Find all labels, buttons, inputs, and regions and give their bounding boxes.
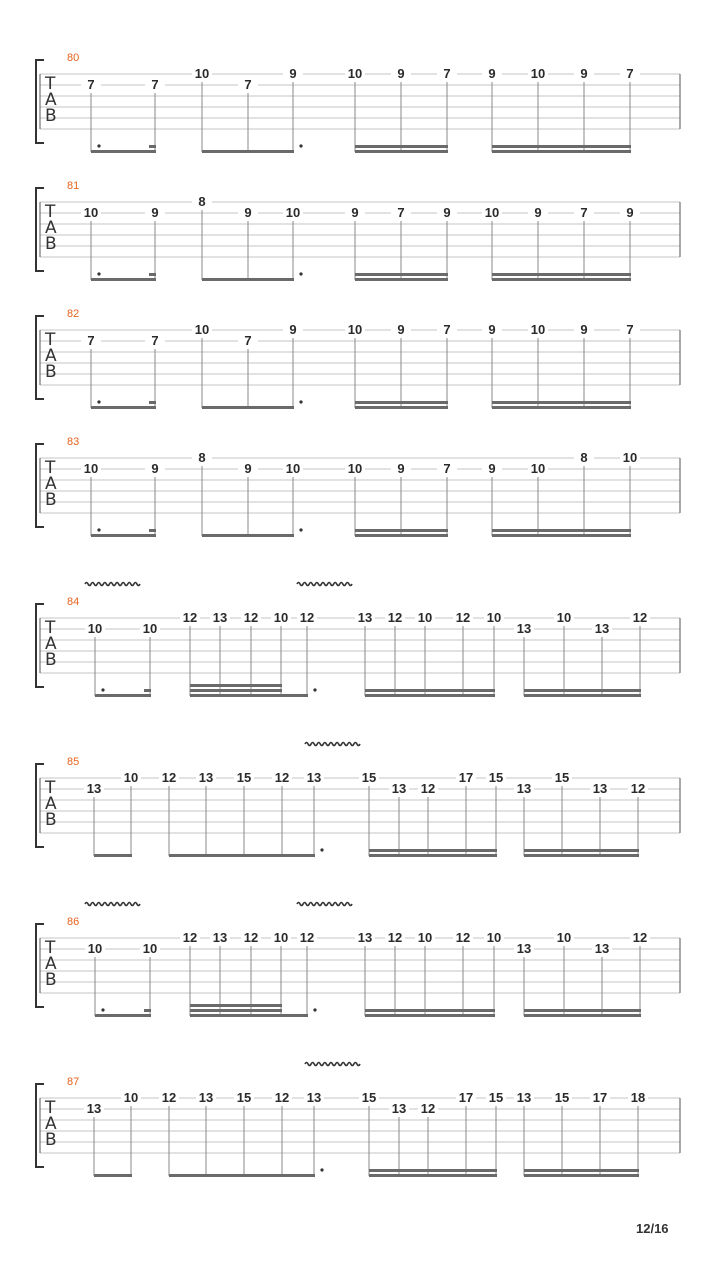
fret-number: 12: [182, 930, 198, 945]
fret-number: 12: [161, 770, 177, 785]
beam: [524, 1014, 641, 1017]
beam: [524, 694, 641, 697]
beam-secondary: [492, 529, 631, 532]
fret-number: 10: [87, 621, 103, 636]
tab-clef-letter: T: [45, 74, 56, 94]
fret-number: 10: [530, 322, 546, 337]
fret-number: 15: [554, 1090, 570, 1105]
tab-clef-letter: B: [45, 810, 57, 830]
fret-number: 7: [87, 333, 95, 348]
rhythm-dot: [313, 1008, 316, 1011]
beam-hook: [149, 529, 156, 532]
rhythm-dot: [320, 1168, 323, 1171]
fret-number: 8: [198, 450, 206, 465]
fret-number: 12: [420, 781, 436, 796]
fret-number: 7: [443, 461, 451, 476]
fret-number: 12: [630, 781, 646, 796]
fret-number: 7: [151, 77, 159, 92]
fret-number: 15: [236, 770, 252, 785]
fret-number: 13: [212, 930, 228, 945]
vibrato-mark: [85, 583, 140, 586]
fret-number: 12: [243, 930, 259, 945]
beam-partial: [466, 849, 497, 852]
beam: [94, 1174, 132, 1177]
fret-number: 13: [516, 621, 532, 636]
fret-number: 9: [488, 322, 496, 337]
fret-number: 10: [285, 461, 301, 476]
fret-number: 12: [274, 1090, 290, 1105]
tab-clef-letter: A: [45, 634, 57, 654]
fret-number: 12: [161, 1090, 177, 1105]
fret-number: 15: [236, 1090, 252, 1105]
beam-hook: [149, 273, 156, 276]
rhythm-dot: [101, 1008, 104, 1011]
fret-number: 9: [488, 66, 496, 81]
fret-number: 10: [123, 770, 139, 785]
fret-number: 10: [285, 205, 301, 220]
fret-number: 13: [357, 930, 373, 945]
fret-number: 13: [306, 770, 322, 785]
fret-number: 9: [351, 205, 359, 220]
beam: [492, 278, 631, 281]
beam: [492, 406, 631, 409]
fret-number: 9: [397, 66, 405, 81]
fret-number: 9: [151, 205, 159, 220]
beam: [369, 1174, 497, 1177]
fret-number: 17: [458, 1090, 474, 1105]
rhythm-dot: [299, 144, 302, 147]
beam: [202, 406, 294, 409]
beam-partial: [190, 689, 282, 692]
fret-number: 12: [243, 610, 259, 625]
fret-number: 7: [580, 205, 588, 220]
fret-number: 18: [630, 1090, 646, 1105]
tab-clef-letter: T: [45, 618, 56, 638]
tab-clef-letter: A: [45, 794, 57, 814]
beam-partial: [365, 1009, 396, 1012]
fret-number: 12: [455, 610, 471, 625]
fret-number: 10: [83, 205, 99, 220]
beam-partial: [466, 1169, 497, 1172]
beam-hook: [144, 689, 151, 692]
beam: [190, 1014, 308, 1017]
fret-number: 13: [594, 621, 610, 636]
vibrato-mark: [305, 1063, 360, 1066]
vibrato-mark: [305, 743, 360, 746]
fret-number: 12: [420, 1101, 436, 1116]
rhythm-dot: [320, 848, 323, 851]
beam: [492, 150, 631, 153]
beam-tertiary: [190, 1004, 282, 1007]
rhythm-dot: [97, 144, 100, 147]
tab-clef-letter: B: [45, 490, 57, 510]
beam-secondary: [355, 273, 448, 276]
fret-number: 10: [417, 610, 433, 625]
beam-partial: [190, 1009, 282, 1012]
beam-hook: [149, 145, 156, 148]
fret-number: 17: [592, 1090, 608, 1105]
fret-number: 9: [289, 322, 297, 337]
vibrato-mark: [297, 903, 352, 906]
fret-number: 10: [347, 322, 363, 337]
fret-number: 9: [244, 461, 252, 476]
rhythm-dot: [313, 688, 316, 691]
fret-number: 10: [486, 930, 502, 945]
beam: [91, 534, 156, 537]
beam-secondary: [524, 689, 641, 692]
fret-number: 13: [516, 1090, 532, 1105]
fret-number: 10: [556, 930, 572, 945]
fret-number: 10: [273, 610, 289, 625]
fret-number: 13: [198, 770, 214, 785]
fret-number: 10: [484, 205, 500, 220]
beam-hook: [149, 401, 156, 404]
tab-clef-letter: B: [45, 362, 57, 382]
fret-number: 15: [361, 770, 377, 785]
fret-number: 12: [299, 610, 315, 625]
fret-number: 10: [142, 621, 158, 636]
fret-number: 10: [194, 66, 210, 81]
fret-number: 9: [244, 205, 252, 220]
fret-number: 10: [486, 610, 502, 625]
fret-number: 17: [458, 770, 474, 785]
fret-number: 8: [198, 194, 206, 209]
measure-number: 81: [67, 180, 80, 192]
rhythm-dot: [97, 272, 100, 275]
tab-clef-letter: B: [45, 106, 57, 126]
rhythm-dot: [101, 688, 104, 691]
fret-number: 12: [299, 930, 315, 945]
tab-clef-letter: A: [45, 346, 57, 366]
fret-number: 10: [530, 66, 546, 81]
fret-number: 10: [530, 461, 546, 476]
beam: [365, 694, 495, 697]
beam-partial: [369, 1169, 400, 1172]
fret-number: 15: [488, 1090, 504, 1105]
beam-partial: [463, 1009, 495, 1012]
beam: [365, 1014, 495, 1017]
beam: [355, 278, 448, 281]
fret-number: 12: [455, 930, 471, 945]
beam: [355, 534, 448, 537]
fret-number: 7: [244, 333, 252, 348]
tab-clef-letter: T: [45, 938, 56, 958]
tab-clef-letter: T: [45, 458, 56, 478]
beam-partial: [365, 689, 396, 692]
tab-clef-letter: B: [45, 970, 57, 990]
fret-number: 7: [626, 322, 634, 337]
vibrato-mark: [85, 903, 140, 906]
rhythm-dot: [299, 272, 302, 275]
beam: [202, 150, 294, 153]
beam-secondary: [355, 529, 448, 532]
beam: [91, 278, 156, 281]
tab-clef-letter: A: [45, 954, 57, 974]
fret-number: 9: [626, 205, 634, 220]
fret-number: 12: [274, 770, 290, 785]
rhythm-dot: [97, 528, 100, 531]
fret-number: 7: [151, 333, 159, 348]
fret-number: 13: [391, 1101, 407, 1116]
fret-number: 9: [397, 461, 405, 476]
beam-secondary: [355, 401, 448, 404]
fret-number: 10: [87, 941, 103, 956]
beam-secondary: [492, 145, 631, 148]
fret-number: 10: [123, 1090, 139, 1105]
beam-partial: [369, 849, 400, 852]
fret-number: 13: [212, 610, 228, 625]
page-number: 12/16: [636, 1221, 669, 1236]
fret-number: 13: [594, 941, 610, 956]
fret-number: 12: [182, 610, 198, 625]
beam-hook: [144, 1009, 151, 1012]
tab-clef-letter: B: [45, 650, 57, 670]
beam-secondary: [524, 1009, 641, 1012]
fret-number: 13: [516, 941, 532, 956]
fret-number: 9: [443, 205, 451, 220]
fret-number: 12: [387, 610, 403, 625]
fret-number: 9: [534, 205, 542, 220]
fret-number: 9: [289, 66, 297, 81]
fret-number: 10: [556, 610, 572, 625]
beam-tertiary: [190, 684, 282, 687]
fret-number: 15: [361, 1090, 377, 1105]
fret-number: 9: [397, 322, 405, 337]
beam: [202, 278, 294, 281]
tab-clef-letter: T: [45, 330, 56, 350]
beam: [95, 694, 151, 697]
measure-number: 85: [67, 756, 80, 768]
beam: [169, 854, 315, 857]
rhythm-dot: [97, 400, 100, 403]
beam: [355, 150, 448, 153]
beam-secondary: [492, 273, 631, 276]
fret-number: 9: [580, 322, 588, 337]
fret-number: 10: [142, 941, 158, 956]
beam-secondary: [524, 1169, 639, 1172]
fret-number: 13: [592, 781, 608, 796]
fret-number: 15: [554, 770, 570, 785]
tab-clef-letter: A: [45, 474, 57, 494]
fret-number: 9: [580, 66, 588, 81]
beam: [492, 534, 631, 537]
fret-number: 12: [387, 930, 403, 945]
fret-number: 7: [244, 77, 252, 92]
measure-number: 83: [67, 436, 80, 448]
tab-clef-letter: T: [45, 202, 56, 222]
fret-number: 13: [516, 781, 532, 796]
measure-number: 84: [67, 596, 80, 608]
tab-clef-letter: T: [45, 1098, 56, 1118]
measure-number: 86: [67, 916, 80, 928]
beam: [91, 150, 156, 153]
fret-number: 13: [391, 781, 407, 796]
rhythm-dot: [299, 528, 302, 531]
beam: [355, 406, 448, 409]
beam: [369, 854, 497, 857]
fret-number: 10: [273, 930, 289, 945]
fret-number: 13: [86, 781, 102, 796]
fret-number: 7: [443, 66, 451, 81]
measure-number: 87: [67, 1076, 80, 1088]
fret-number: 13: [198, 1090, 214, 1105]
fret-number: 9: [488, 461, 496, 476]
fret-number: 10: [194, 322, 210, 337]
fret-number: 10: [347, 66, 363, 81]
fret-number: 9: [151, 461, 159, 476]
fret-number: 7: [626, 66, 634, 81]
vibrato-mark: [297, 583, 352, 586]
fret-number: 12: [632, 930, 648, 945]
fret-number: 13: [357, 610, 373, 625]
fret-number: 12: [632, 610, 648, 625]
beam: [524, 1174, 639, 1177]
beam: [95, 1014, 151, 1017]
beam: [190, 694, 308, 697]
beam-partial: [463, 689, 495, 692]
fret-number: 10: [83, 461, 99, 476]
fret-number: 7: [87, 77, 95, 92]
tab-clef-letter: B: [45, 1130, 57, 1150]
beam: [169, 1174, 315, 1177]
fret-number: 13: [306, 1090, 322, 1105]
measure-number: 80: [67, 52, 80, 64]
tab-clef-letter: T: [45, 778, 56, 798]
rhythm-dot: [299, 400, 302, 403]
beam: [94, 854, 132, 857]
fret-number: 10: [347, 461, 363, 476]
beam-secondary: [492, 401, 631, 404]
beam-secondary: [355, 145, 448, 148]
fret-number: 10: [417, 930, 433, 945]
beam: [202, 534, 294, 537]
fret-number: 7: [397, 205, 405, 220]
fret-number: 8: [580, 450, 588, 465]
measure-number: 82: [67, 308, 80, 320]
tab-clef-letter: A: [45, 218, 57, 238]
tab-clef-letter: A: [45, 90, 57, 110]
beam: [91, 406, 156, 409]
tab-clef-letter: A: [45, 1114, 57, 1134]
tab-clef-letter: B: [45, 234, 57, 254]
fret-number: 7: [443, 322, 451, 337]
fret-number: 13: [86, 1101, 102, 1116]
fret-number: 10: [622, 450, 638, 465]
beam: [524, 854, 639, 857]
fret-number: 15: [488, 770, 504, 785]
beam-secondary: [524, 849, 639, 852]
